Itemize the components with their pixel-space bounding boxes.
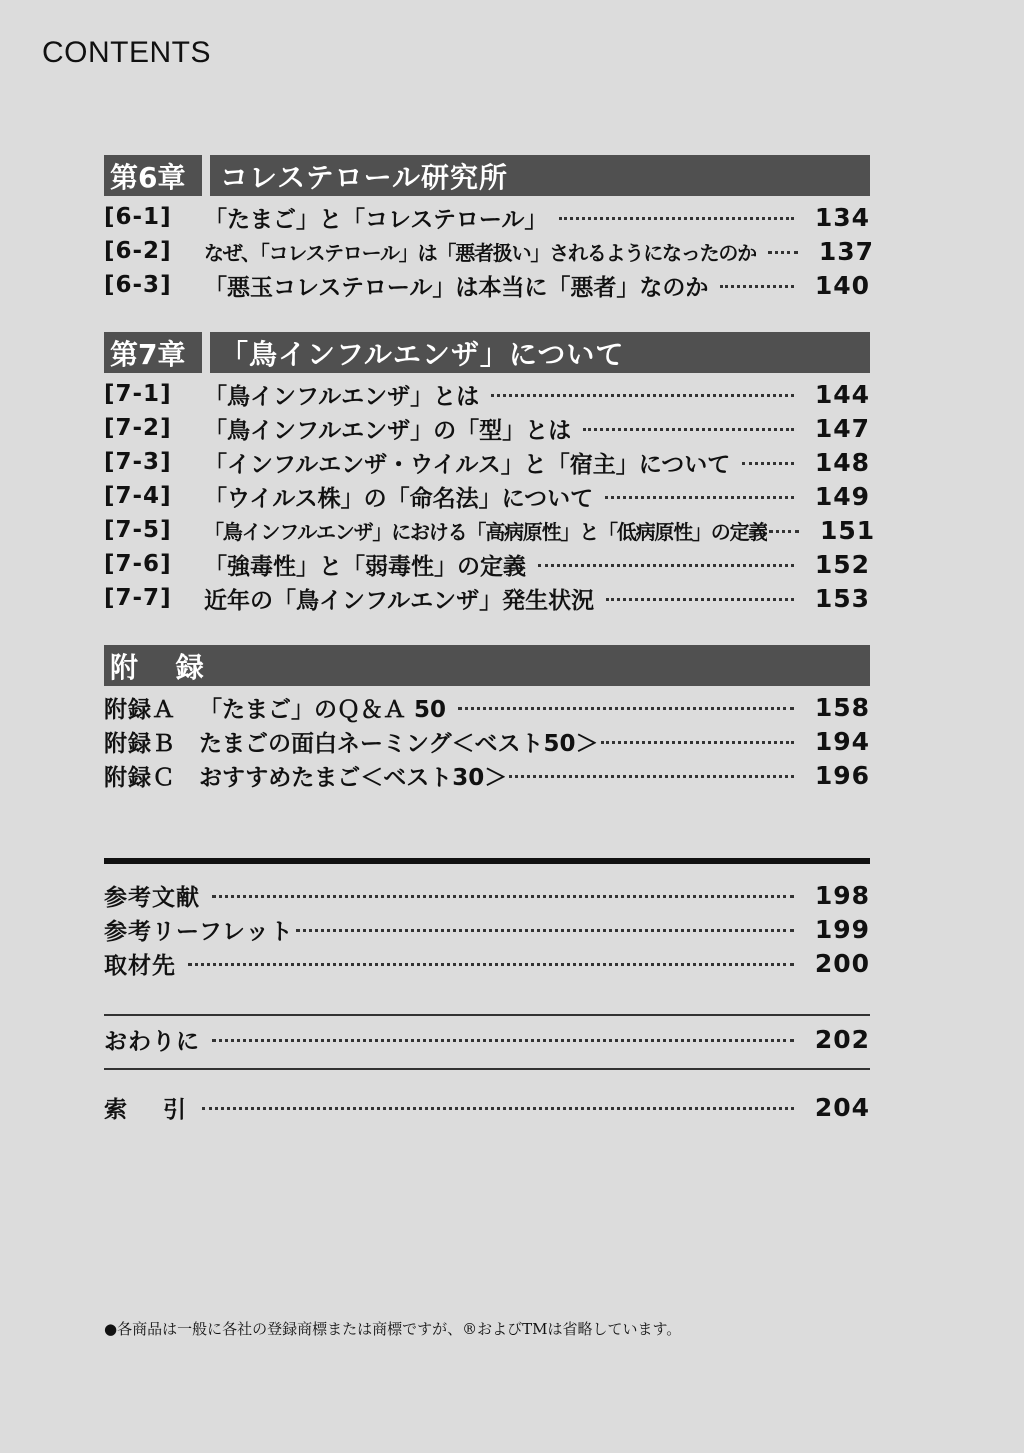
toc-entry-7-2[interactable] <box>104 411 870 445</box>
chapter-6-entries <box>104 200 874 302</box>
entry-code: [7-3] <box>104 449 172 475</box>
entry-page: 144 <box>814 379 870 409</box>
entry-page: 134 <box>814 202 870 232</box>
entry-page: 149 <box>814 481 870 511</box>
toc-entry-appendix-b[interactable] <box>104 724 870 758</box>
entry-page: 140 <box>814 270 870 300</box>
contents-label: CONTENTS <box>42 36 211 69</box>
toc-entry-7-6[interactable] <box>104 547 870 581</box>
back-matter-group-3 <box>104 1090 870 1124</box>
entry-page: 204 <box>814 1092 870 1122</box>
entry-code: 附録Ｂ <box>104 730 176 757</box>
entry-code: 附録Ａ <box>104 696 176 723</box>
dot-leader <box>742 454 794 465</box>
toc-entry-6-3[interactable] <box>104 268 870 302</box>
toc-entry-7-1[interactable] <box>104 377 870 411</box>
entry-title: 「インフルエンザ・ウイルス」と「宿主」について <box>204 451 731 478</box>
entry-title: 参考リーフレット <box>104 918 294 945</box>
entry-page: 199 <box>814 914 870 944</box>
toc-entry-7-7[interactable] <box>104 581 870 615</box>
dot-leader <box>491 386 794 397</box>
chapter-6-header <box>104 155 870 196</box>
entry-title: 「たまご」と「コレステロール」 <box>204 206 548 233</box>
toc-entry-references[interactable] <box>104 878 870 912</box>
dot-leader <box>509 767 794 778</box>
back-matter-group-1 <box>104 878 870 980</box>
dot-leader <box>601 733 794 744</box>
entry-code: [7-4] <box>104 483 172 509</box>
entry-page: 202 <box>814 1024 870 1054</box>
dot-leader <box>768 243 798 254</box>
dot-leader <box>538 556 794 567</box>
entry-page: 198 <box>814 880 870 910</box>
entry-page: 196 <box>814 760 870 790</box>
entry-title: 近年の「鳥インフルエンザ」発生状況 <box>204 587 595 614</box>
dot-leader <box>202 1099 794 1110</box>
entry-page: 137 <box>818 236 874 266</box>
entry-title: 「ウイルス株」の「命名法」について <box>204 485 594 512</box>
entry-code: [7-7] <box>104 585 172 611</box>
toc-entry-7-5[interactable] <box>104 513 876 547</box>
appendix-title: 附 録 <box>104 645 870 686</box>
toc-entry-leaflets[interactable] <box>104 912 870 946</box>
dot-leader <box>188 955 794 966</box>
entry-title: おすすめたまご＜ベスト30＞ <box>199 764 508 791</box>
section-divider <box>104 1068 870 1070</box>
entry-title: おわりに <box>104 1028 200 1055</box>
entry-code: [7-5] <box>104 517 172 543</box>
entry-page: 152 <box>814 549 870 579</box>
entry-title: 「鳥インフルエンザ」における「高病原性」と「低病原性」の定義 <box>204 519 768 544</box>
entry-page: 200 <box>814 948 870 978</box>
entry-page: 151 <box>820 515 876 545</box>
entry-title: 「鳥インフルエンザ」とは <box>204 383 480 410</box>
entry-title: 「悪玉コレステロール」は本当に「悪者」なのか <box>204 274 709 301</box>
trademark-footnote: ●各商品は一般に各社の登録商標または商標ですが、®およびTMは省略しています。 <box>104 1320 682 1338</box>
entry-title: たまごの面白ネーミング＜ベスト50＞ <box>199 730 599 757</box>
entry-title: 「鳥インフルエンザ」の「型」とは <box>204 417 572 444</box>
entry-page: 194 <box>814 726 870 756</box>
chapter-6-number: 第6章 <box>104 155 202 196</box>
toc-entry-7-4[interactable] <box>104 479 870 513</box>
section-divider-thick <box>104 858 870 864</box>
dot-leader <box>296 921 794 932</box>
toc-entry-index[interactable] <box>104 1090 870 1124</box>
appendix-entries <box>104 690 870 792</box>
entry-page: 158 <box>814 692 870 722</box>
toc-entry-appendix-a[interactable] <box>104 690 870 724</box>
dot-leader <box>559 209 794 220</box>
entry-title: 索 引 <box>104 1096 201 1123</box>
entry-page: 153 <box>814 583 870 613</box>
entry-page: 148 <box>814 447 870 477</box>
section-divider <box>104 1014 870 1016</box>
dot-leader <box>212 887 794 898</box>
entry-title: 参考文献 <box>104 884 200 911</box>
table-of-contents <box>104 155 876 1124</box>
chapter-7-number: 第7章 <box>104 332 202 373</box>
appendix-header <box>104 645 870 686</box>
dot-leader <box>212 1031 794 1042</box>
entry-title: 取材先 <box>104 952 176 979</box>
entry-title: 「強毒性」と「弱毒性」の定義 <box>204 553 526 580</box>
chapter-7-title: 「鳥インフルエンザ」について <box>210 332 870 373</box>
toc-entry-afterword[interactable] <box>104 1022 870 1056</box>
dot-leader <box>606 590 794 601</box>
entry-code: 附録Ｃ <box>104 764 176 791</box>
dot-leader <box>769 522 799 533</box>
entry-title: 「たまご」のＱ＆Ａ 50 <box>199 696 447 723</box>
toc-entry-appendix-c[interactable] <box>104 758 870 792</box>
chapter-7-header <box>104 332 870 373</box>
toc-entry-6-2[interactable] <box>104 234 874 268</box>
entry-code: [6-2] <box>104 238 172 264</box>
chapter-7-entries <box>104 377 876 615</box>
entry-code: [6-1] <box>104 204 172 230</box>
dot-leader <box>720 277 794 288</box>
dot-leader <box>458 699 794 710</box>
dot-leader <box>605 488 794 499</box>
toc-entry-sources[interactable] <box>104 946 870 980</box>
entry-code: [6-3] <box>104 272 172 298</box>
toc-entry-7-3[interactable] <box>104 445 870 479</box>
entry-code: [7-1] <box>104 381 172 407</box>
dot-leader <box>583 420 794 431</box>
chapter-6-title: コレステロール研究所 <box>210 155 870 196</box>
entry-page: 147 <box>814 413 870 443</box>
toc-entry-6-1[interactable] <box>104 200 870 234</box>
entry-code: [7-6] <box>104 551 172 577</box>
entry-code: [7-2] <box>104 415 172 441</box>
entry-title: なぜ、「コレステロール」は「悪者扱い」されるようになったのか <box>204 240 756 265</box>
back-matter-group-2 <box>104 1022 870 1056</box>
